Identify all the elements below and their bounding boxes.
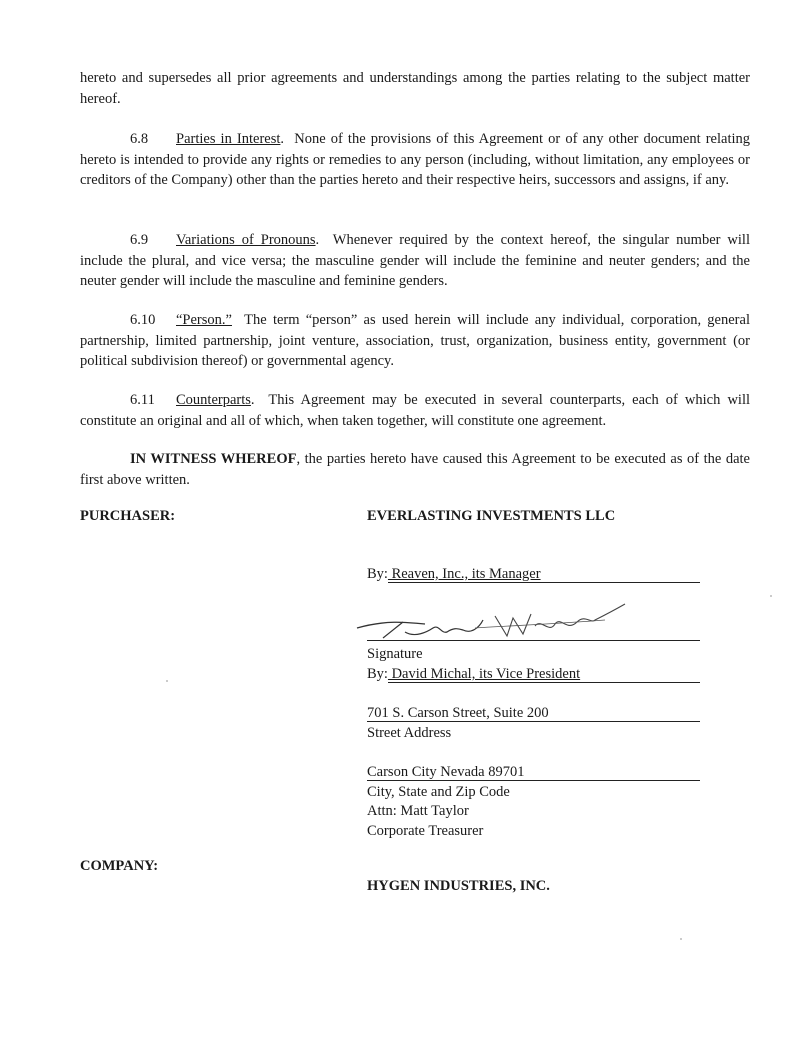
street-caption: Street Address [367,725,452,741]
intro-text: hereto and supersedes all prior agreements and understandings among the parties relating to the subject matter hereof. [80,70,750,107]
section-6-8: 6.8 Parties in Interest. None of the provisions of this Agreement or of any other document relating hereto is intended to provide any rights or remedies to any person (including, without limitation, any employees or creditors of the Company) other than the parties hereto and their respective heirs, successors and assigns, if any. [80,131,751,188]
section-number: 6.9 [130,232,149,248]
scan-speck [166,680,168,682]
intro-paragraph [80,68,750,109]
signature-line [367,622,700,641]
purchaser-name: EVERLASTING INVESTMENTS LLC [367,508,616,524]
signature-caption: Signature [367,646,423,662]
section-number: 6.11 [130,392,155,408]
signatory-value: David Michal, its Vice President [387,666,581,682]
attn-line: Attn: Matt Taylor [367,803,469,819]
section-body: This Agreement may be executed in several counterparts, each of which will constitute an original and all of which, when taken together, will constitute one agreement. [80,392,750,429]
scan-speck [770,595,772,597]
section-body: The term “person” as used herein will include any individual, corporation, general partnership, limited partnership, joint venture, association, trust, organization, business entity, government (or political subdivision thereof) or governmental agency. [80,312,750,369]
city-caption: City, State and Zip Code [367,784,510,800]
section-number: 6.10 [130,312,156,328]
company-label: COMPANY: [80,858,159,874]
street-value: 701 S. Carson Street, Suite 200 [367,705,549,721]
section-body: None of the provisions of this Agreement or of any other document relating hereto is intended to provide any rights or remedies to any person (including, without limitation, any employees or creditors of the Company) other than the parties hereto and their respective heirs, successors and assigns, if any. [80,131,751,188]
purchaser-label: PURCHASER: [80,508,176,524]
witness-text: , the parties hereto have caused this Agreement to be executed as of the date first above written. [80,451,750,488]
scan-speck [680,938,682,940]
section-heading: Parties in Interest [176,131,281,147]
section-heading: Counterparts [176,392,251,408]
witness-paragraph [80,449,750,490]
attn-title: Corporate Treasurer [367,823,484,839]
witness-lead: IN WITNESS WHEREOF [130,451,297,467]
company-name: HYGEN INDUSTRIES, INC. [367,878,550,894]
section-heading: “Person.” [176,312,232,328]
section-number: 6.8 [130,131,149,147]
by-value: Reaven, Inc., its Manager [387,566,541,582]
city-value: Carson City Nevada 89701 [367,764,525,780]
section-body: Whenever required by the context hereof, the singular number will include the plural, and vice versa; the masculine gender will include the feminine and neuter genders; and the neuter gender will include the masculine and feminine genders. [80,232,750,289]
section-6-10 [80,310,750,372]
signatory-field: By: David Michal, its Vice President [367,666,581,682]
section-6-11: 6.11 Counterparts. This Agreement may be executed in several counterparts, each of which will constitute an original and all of which, when taken together, will constitute one agreement. [80,392,750,429]
by-field: By: Reaven, Inc., its Manager [367,566,541,582]
section-heading: Variations of Pronouns [176,232,316,248]
section-6-9: 6.9 Variations of Pronouns. Whenever required by the context hereof, the singular number will include the plural, and vice versa; the masculine gender will include the feminine and neuter genders; and the neuter gender will include the masculine and feminine genders. [80,232,750,289]
